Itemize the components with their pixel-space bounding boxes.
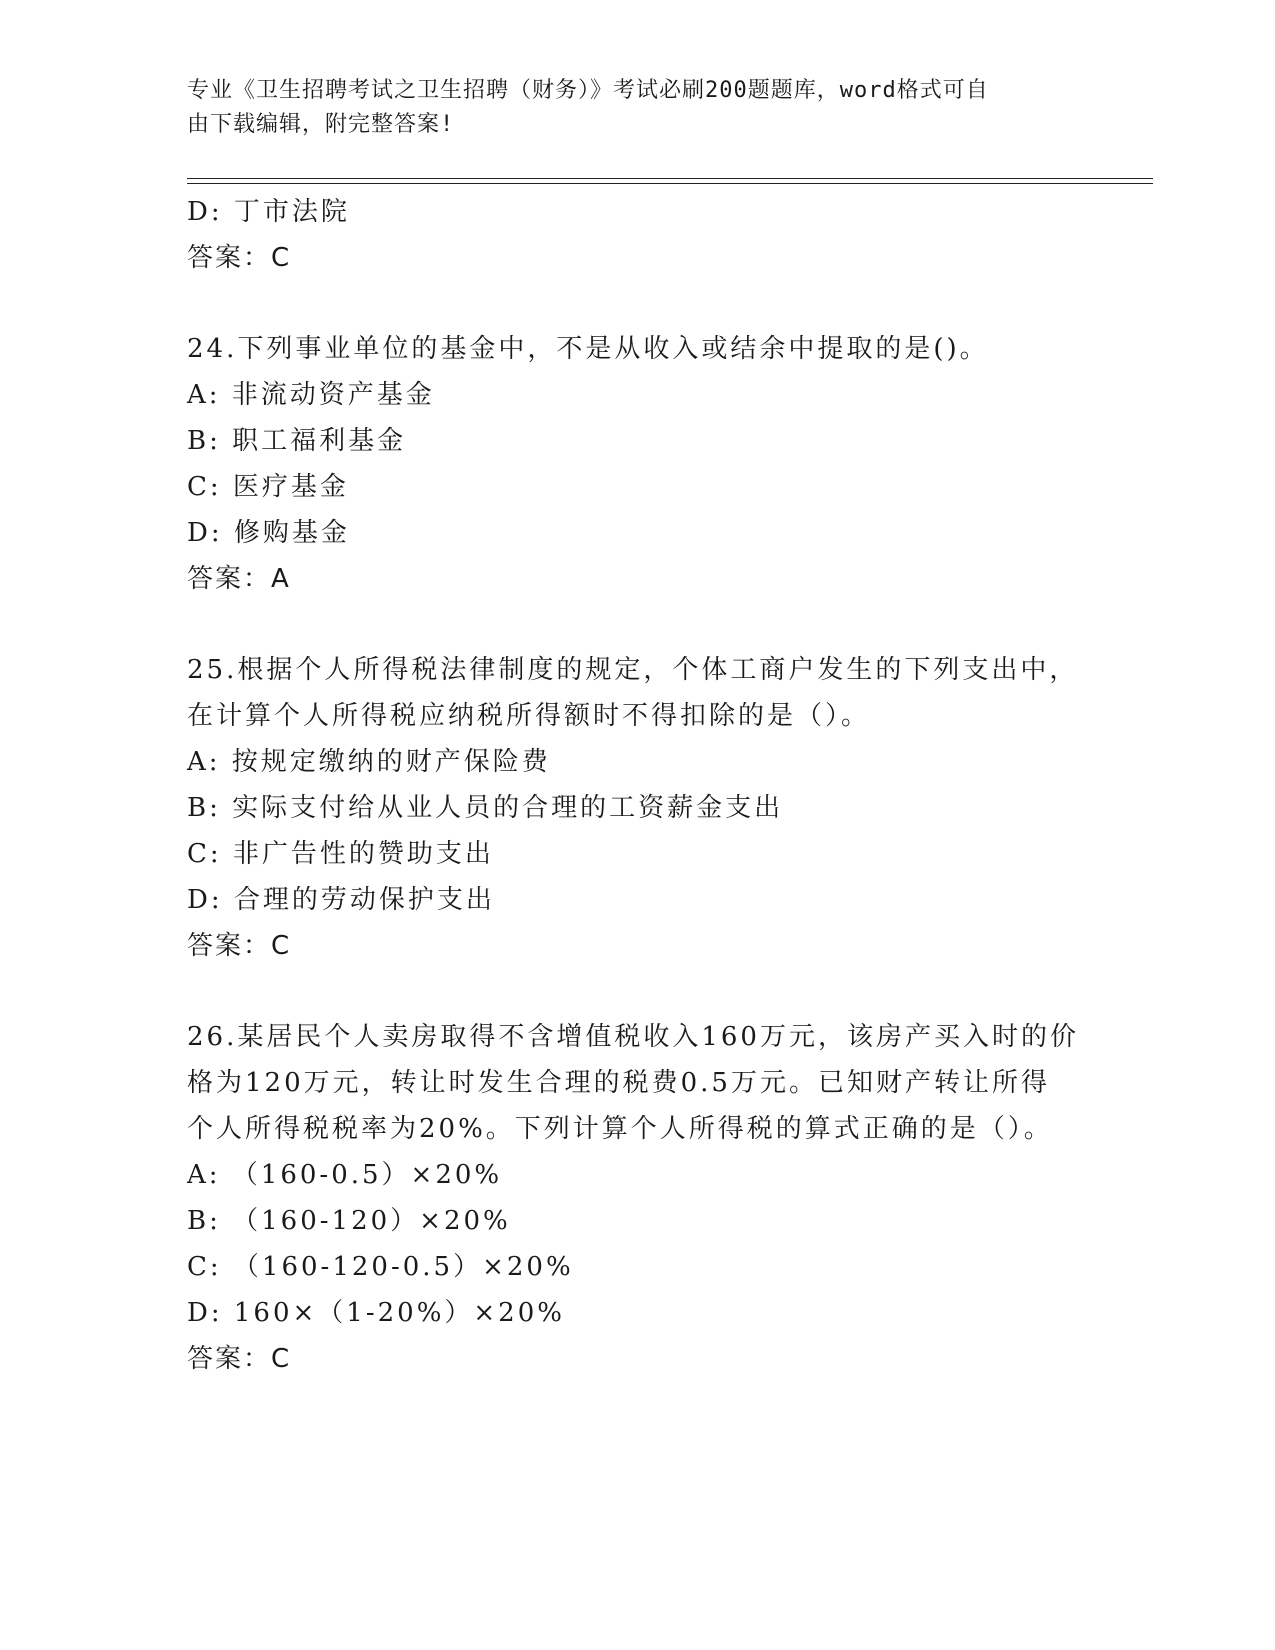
q25-stem-line-2: 在计算个人所得税应纳税所得额时不得扣除的是（）。 [187,701,871,731]
q25-answer: 答案：C [187,931,292,961]
q24-option-d: D: 修购基金 [187,518,350,548]
header-line-2: 由下载编辑，附完整答案! [187,112,455,137]
q26-stem-line-1: 26.某居民个人卖房取得不含增值税收入160万元，该房产买入时的价 [187,1022,1079,1052]
q26-answer: 答案：C [187,1344,292,1374]
header-divider-bottom [187,183,1153,184]
question-24 [187,326,1147,602]
question-23 [187,189,1147,281]
q24-option-b: B: 职工福利基金 [187,426,407,456]
q24-option-c: C: 医疗基金 [187,472,349,502]
q23-option-d: D: 丁市法院 [187,197,350,227]
header-line-1: 专业《卫生招聘考试之卫生招聘（财务）》考试必刷200题题库，word格式可自 [187,78,989,103]
q25-option-c: C: 非广告性的赞助支出 [187,839,494,869]
q26-stem-line-2: 格为120万元，转让时发生合理的税费0.5万元。已知财产转让所得 [187,1068,1050,1098]
question-26 [187,1014,1147,1382]
q25-option-d: D: 合理的劳动保护支出 [187,885,495,915]
q26-option-d: D: 160×（1-20%）×20% [187,1298,565,1328]
q25-option-a: A: 按规定缴纳的财产保险费 [187,747,551,777]
q24-answer: 答案：A [187,564,291,594]
q26-stem-line-3: 个人所得税税率为20%。下列计算个人所得税的算式正确的是（）。 [187,1114,1053,1144]
q24-option-a: A: 非流动资产基金 [187,380,435,410]
header-divider-top [187,178,1153,179]
q25-stem-line-1: 25.根据个人所得税法律制度的规定，个体工商户发生的下列支出中， [187,655,1079,685]
q24-stem: 24.下列事业单位的基金中，不是从收入或结余中提取的是()。 [187,334,989,364]
q25-option-b: B: 实际支付给从业人员的合理的工资薪金支出 [187,793,784,823]
question-list [187,189,1147,1382]
question-25 [187,647,1147,969]
q26-option-c: C: （160-120-0.5）×20% [187,1252,574,1282]
q26-option-a: A: （160-0.5）×20% [187,1160,503,1190]
document-header [187,74,1077,142]
q23-answer: 答案：C [187,243,292,273]
q26-option-b: B: （160-120）×20% [187,1206,511,1236]
